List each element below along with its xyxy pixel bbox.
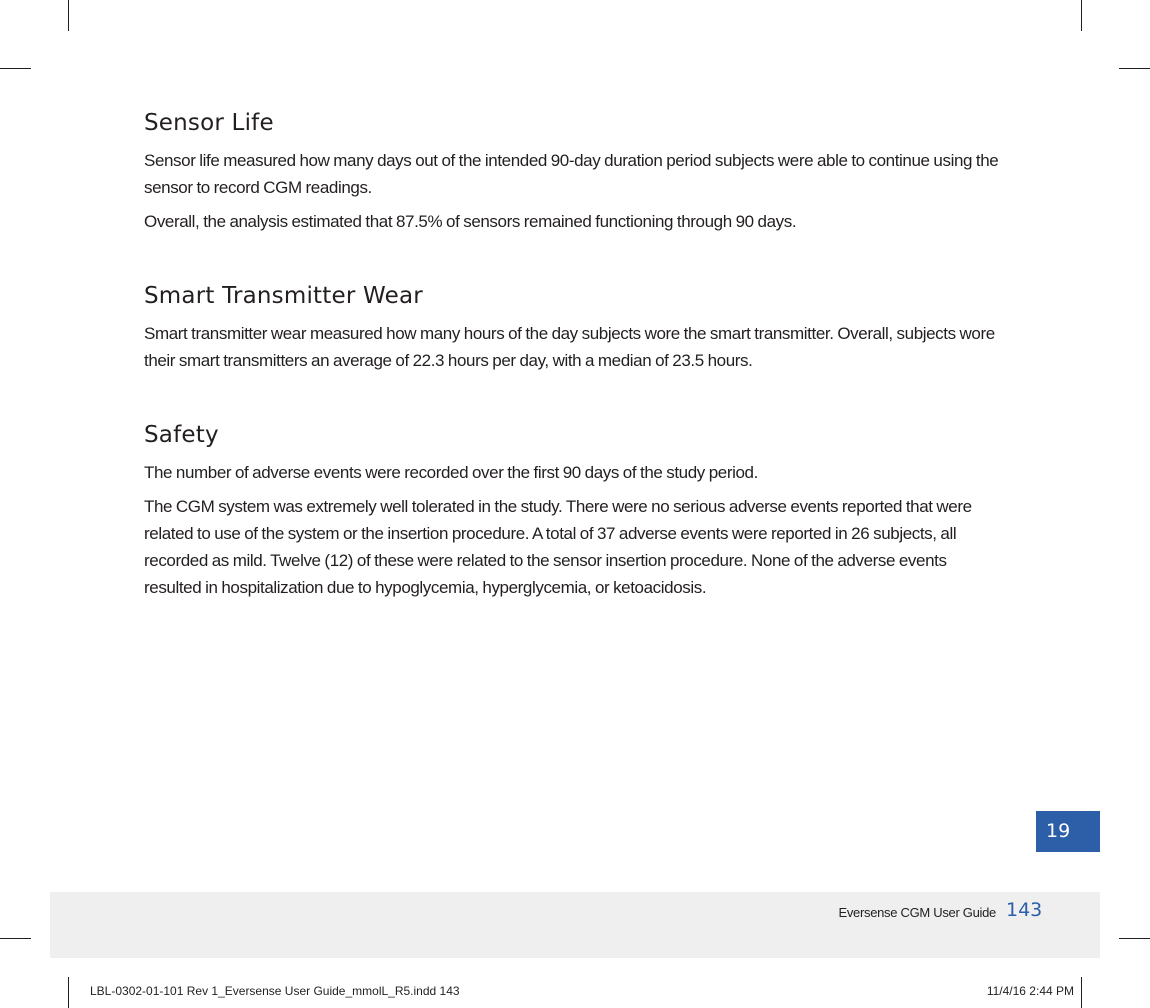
section-sensor-life <box>144 110 1004 235</box>
paragraph: Smart transmitter wear measured how many hours of the day subjects wore the smart transmitter. Overall, subjects wore their smart transmitters an average of 22.3 hours per day, with a median of 23.5 hours. <box>144 324 995 370</box>
footer-guide-title: Eversense CGM User Guide <box>838 905 996 920</box>
paragraph: The number of adverse events were recorded over the first 90 days of the study period. <box>144 463 758 482</box>
crop-mark <box>68 977 69 1008</box>
crop-mark <box>1081 0 1082 31</box>
section-heading: Safety <box>144 422 219 448</box>
crop-mark <box>68 0 69 31</box>
paragraph: Sensor life measured how many days out of the intended 90-day duration period subjects were able to continue using the sensor to record CGM readings. <box>144 151 999 197</box>
main-content <box>144 110 1004 649</box>
paragraph: The CGM system was extremely well tolerated in the study. There were no serious adverse events reported that were related to use of the system or the insertion procedure. A total of 37 adverse events were reported in 26 subjects, all recorded as mild. Twelve (12) of these were related to the sensor insertion procedure. None of the adverse events resulted in hospitalization due to hypoglycemia, hyperglycemia, or ketoacidosis. <box>144 497 972 597</box>
section-heading: Smart Transmitter Wear <box>144 283 423 309</box>
crop-mark <box>1081 977 1082 1008</box>
crop-mark <box>0 938 31 939</box>
section-heading: Sensor Life <box>144 110 274 136</box>
section-safety <box>144 422 1004 601</box>
crop-mark <box>1119 938 1150 939</box>
print-slug-file: LBL-0302-01-101 Rev 1_Eversense User Guide_mmolL_R5.indd 143 <box>90 984 460 998</box>
paragraph: Overall, the analysis estimated that 87.5% of sensors remained functioning through 90 days. <box>144 212 797 231</box>
crop-mark <box>1119 68 1150 69</box>
chapter-tab: 19 <box>1036 811 1100 852</box>
print-slug-date: 11/4/16 2:44 PM <box>986 984 1074 998</box>
section-smart-transmitter-wear <box>144 283 1004 374</box>
crop-mark <box>0 68 31 69</box>
footer-band <box>50 892 1100 958</box>
page-number: 143 <box>1006 899 1043 921</box>
